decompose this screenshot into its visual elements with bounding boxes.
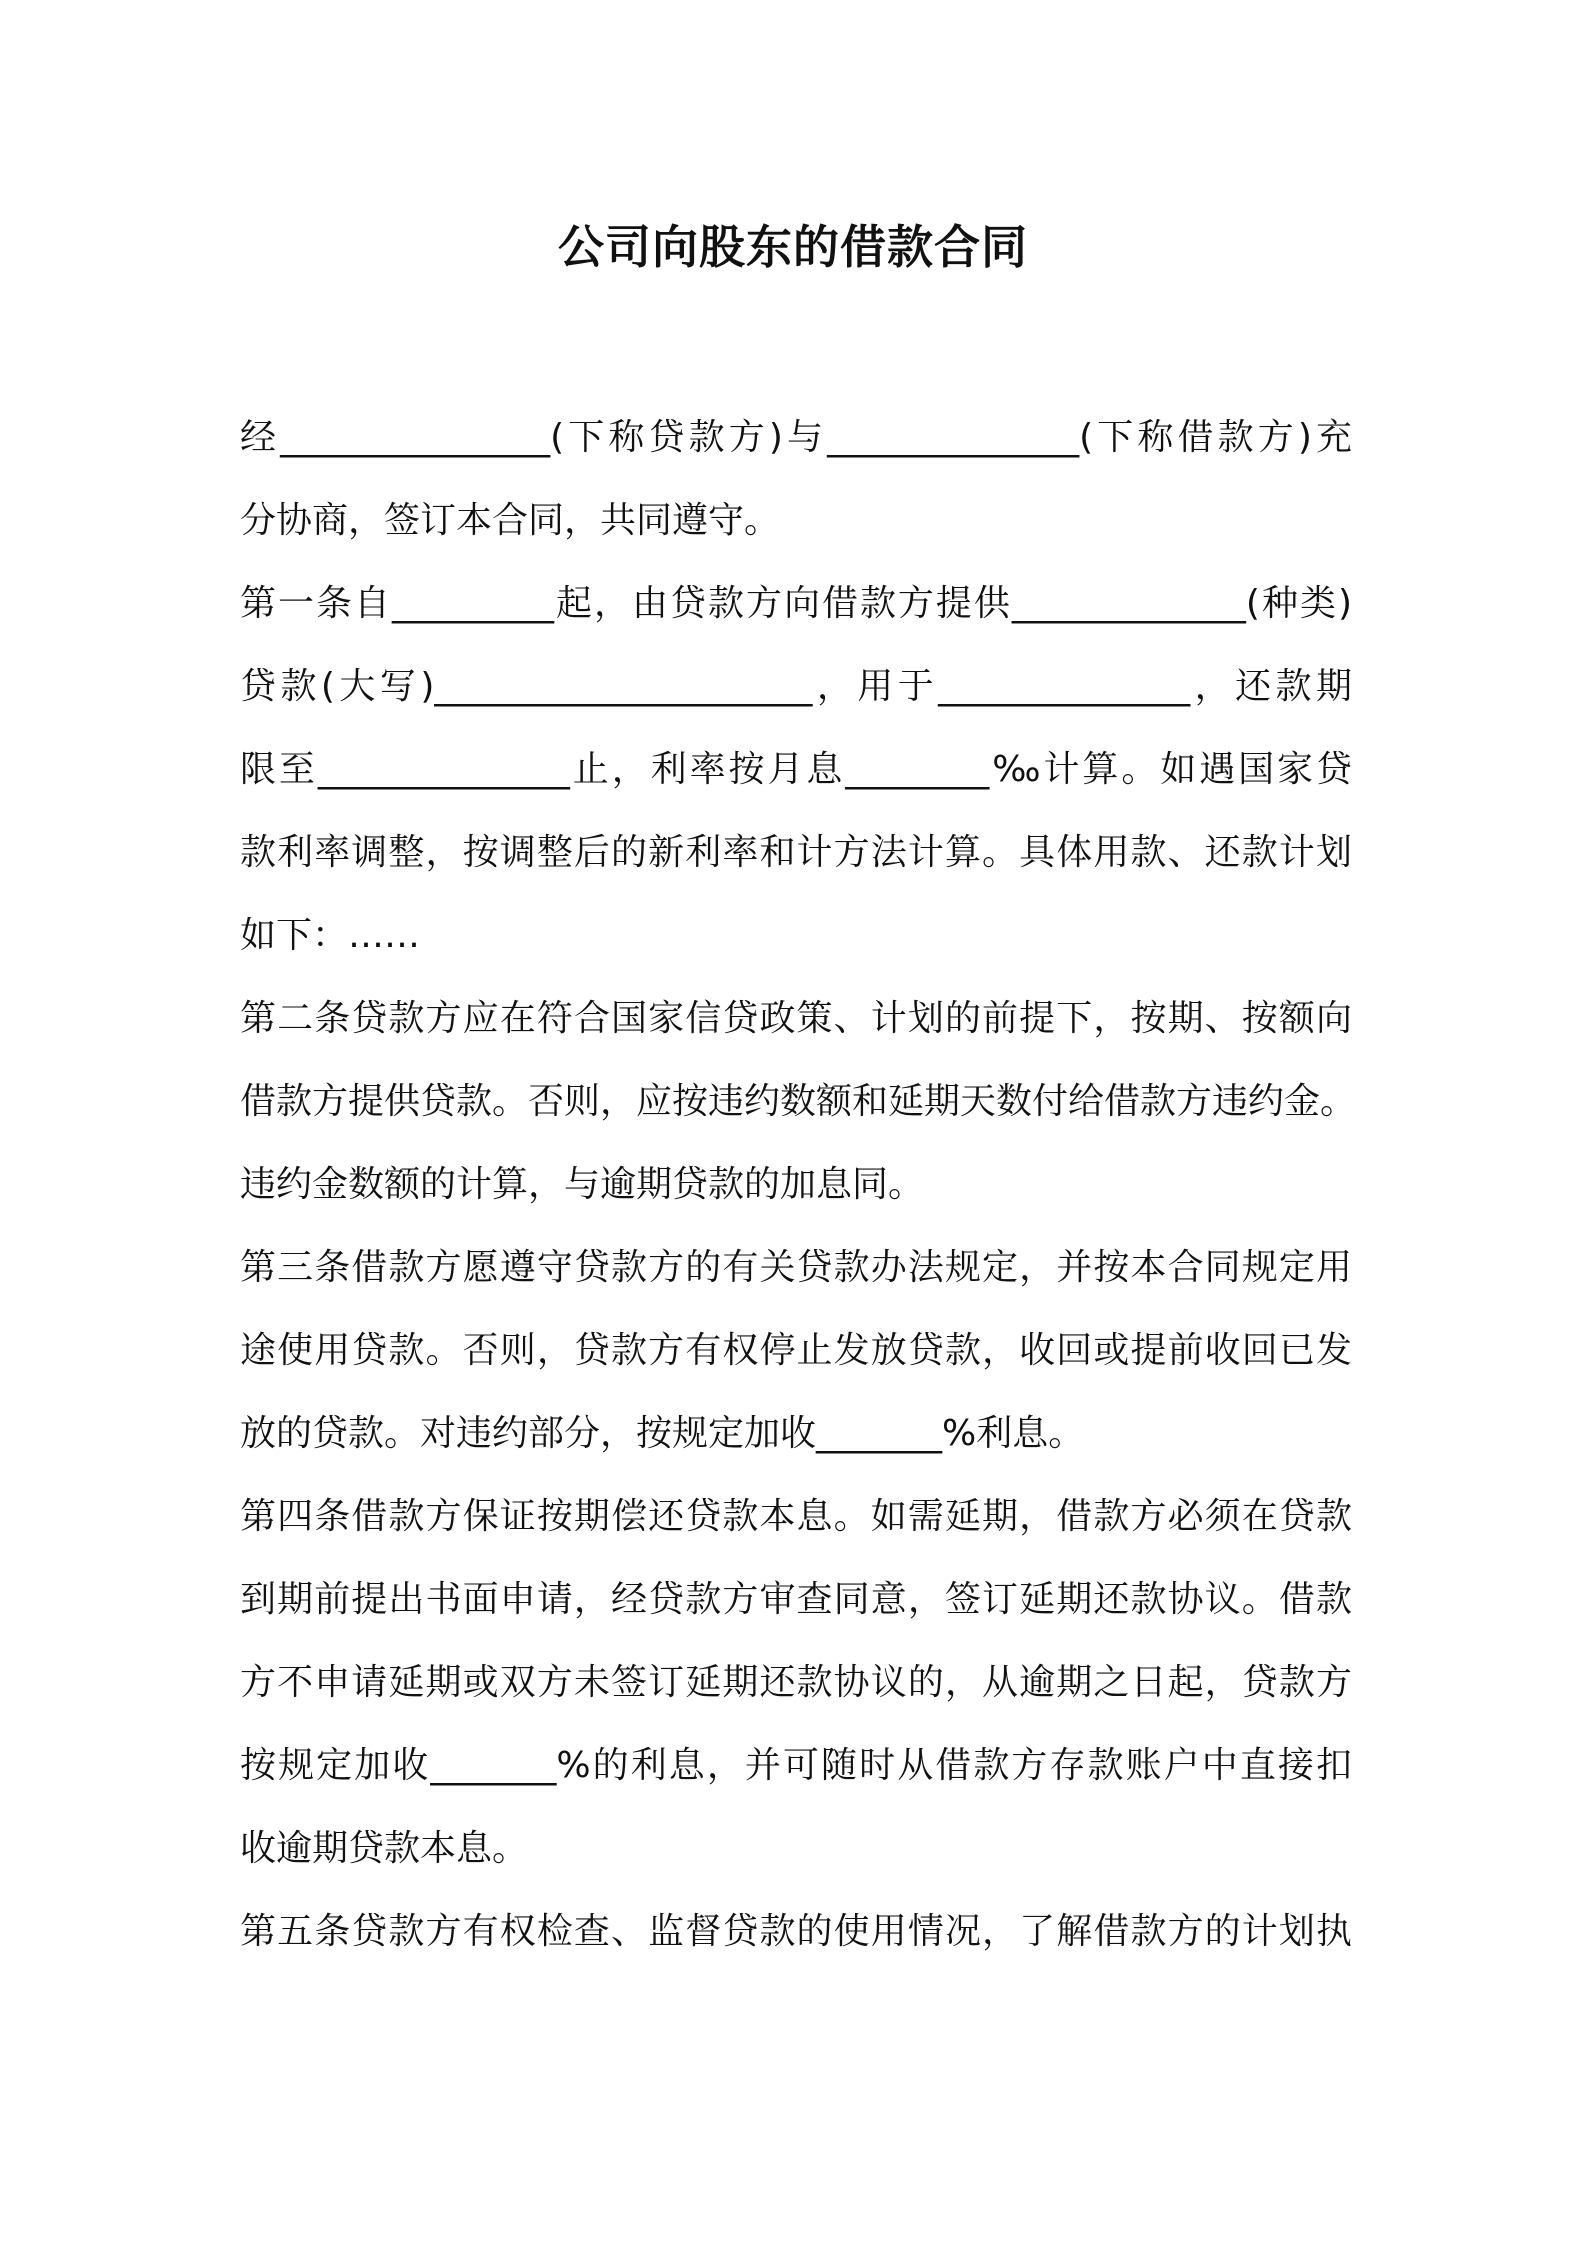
body-line: 第二条贷款方应在符合国家信贷政策、计划的前提下，按期、按额向: [240, 998, 1352, 1039]
body-line: 贷款(大写)_____________________，用于______________，还款期: [240, 666, 1352, 707]
body-line: 限至______________止，利率按月息________‰计算。如遇国家贷: [240, 749, 1352, 790]
body-line: 放的贷款。对违约部分，按规定加收_______%利息。: [240, 1413, 1085, 1454]
body-line: 借款方提供贷款。否则，应按违约数额和延期天数付给借款方违约金。: [240, 1081, 1357, 1122]
body-line: 第四条借款方保证按期偿还贷款本息。如需延期，借款方必须在贷款: [240, 1496, 1352, 1537]
body-line: 按规定加收_______%的利息，并可随时从借款方存款账户中直接扣: [240, 1745, 1352, 1786]
body-line: 分协商，签订本合同，共同遵守。: [240, 500, 781, 541]
body-line: 第五条贷款方有权检查、监督贷款的使用情况，了解借款方的计划执: [240, 1911, 1352, 1952]
body-line: 经_______________(下称贷款方)与______________(下称借款方)充: [240, 417, 1352, 458]
body-line: 到期前提出书面申请，经贷款方审查同意，签订延期还款协议。借款: [240, 1579, 1352, 1620]
document-title: 公司向股东的借款合同: [558, 220, 1028, 274]
body-line: 款利率调整，按调整后的新利率和计方法计算。具体用款、还款计划: [240, 832, 1352, 873]
body-line: 违约金数额的计算，与逾期贷款的加息同。: [240, 1164, 925, 1205]
body-line: 途使用贷款。否则，贷款方有权停止发放贷款，收回或提前收回已发: [240, 1330, 1352, 1371]
body-line: 第一条自_________起，由贷款方向借款方提供_____________(种类): [240, 583, 1352, 624]
body-line: 如下：……: [240, 915, 421, 956]
body-line: 第三条借款方愿遵守贷款方的有关贷款办法规定，并按本合同规定用: [240, 1247, 1352, 1288]
body-line: 方不申请延期或双方未签订延期还款协议的，从逾期之日起，贷款方: [240, 1662, 1352, 1703]
body-line: 收逾期贷款本息。: [240, 1828, 529, 1869]
